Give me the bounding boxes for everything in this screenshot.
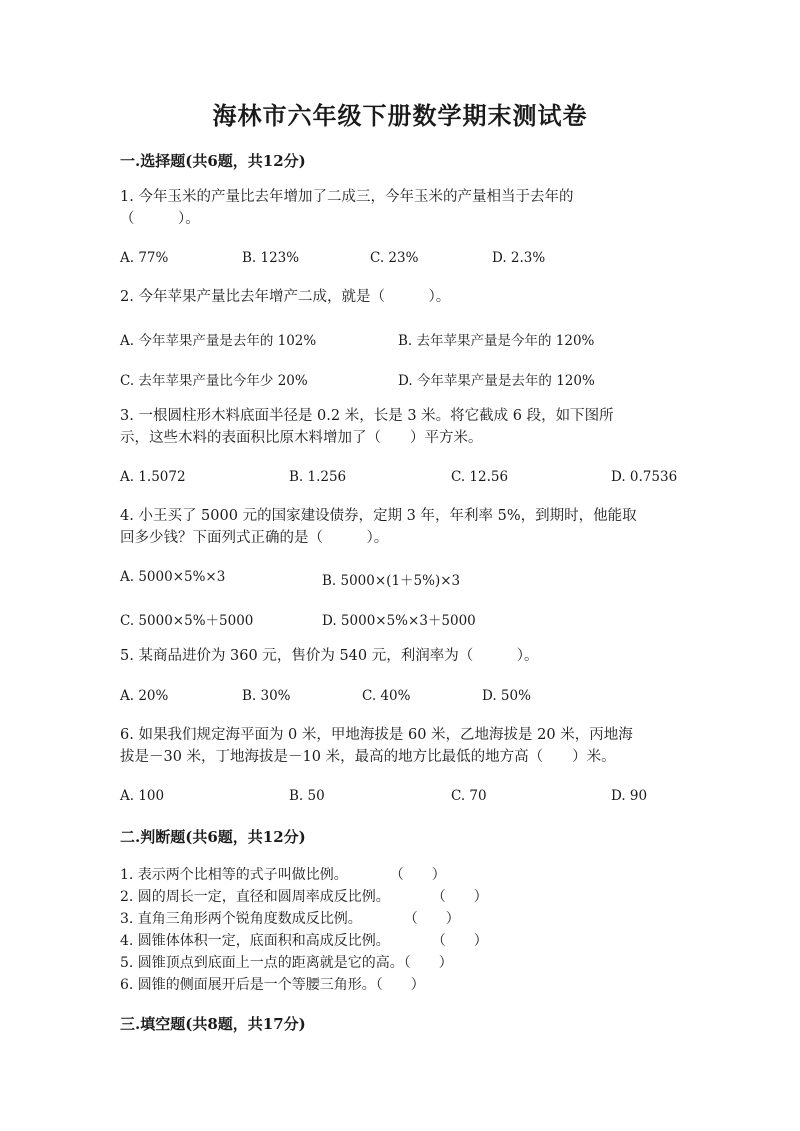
page-title: 海林市六年级下册数学期末测试卷 bbox=[212, 101, 588, 130]
option-b: B. 1.256 bbox=[289, 469, 347, 485]
section-heading-fill: 三.填空题(共8题，共17分) bbox=[120, 1015, 306, 1033]
question-3 bbox=[120, 405, 690, 449]
option-b: B. 5000×(1＋5%)×3 bbox=[322, 573, 461, 589]
option-c: C. 40% bbox=[362, 688, 411, 704]
option-d: D. 5000×5%×3＋5000 bbox=[322, 613, 476, 629]
question-2 bbox=[120, 286, 690, 308]
judge-question-6: 6. 圆锥的侧面展开后是一个等腰三角形。（ ） bbox=[120, 977, 425, 993]
question-6 bbox=[120, 724, 690, 768]
judge-question-2: 2. 圆的周长一定，直径和圆周率成反比例。 （ ） bbox=[120, 889, 488, 905]
question-line: 回多少钱？下面列式正确的是（ ）。 bbox=[120, 530, 389, 546]
option-a: A. 100 bbox=[120, 788, 165, 804]
option-c: C. 12.56 bbox=[451, 469, 509, 485]
question-line: 拔是－30 米，丁地海拔是－10 米，最高的地方比最低的地方高（ ）米。 bbox=[120, 749, 616, 765]
option-a: A. 77% bbox=[120, 250, 169, 266]
option-b: B. 50 bbox=[289, 788, 325, 804]
option-a: A. 20% bbox=[120, 688, 169, 704]
question-5 bbox=[120, 645, 690, 667]
judge-question-1: 1. 表示两个比相等的式子叫做比例。 （ ） bbox=[120, 867, 446, 883]
option-c: C. 23% bbox=[370, 250, 419, 266]
option-d: D. 90 bbox=[611, 788, 648, 804]
option-b: B. 30% bbox=[242, 688, 291, 704]
judge-question-3: 3. 直角三角形两个锐角度数成反比例。 （ ） bbox=[120, 911, 460, 927]
question-line: 1. 今年玉米的产量比去年增加了二成三，今年玉米的产量相当于去年的 bbox=[120, 189, 574, 205]
option-c: C. 去年苹果产量比今年少 20% bbox=[120, 373, 308, 389]
judge-question-5: 5. 圆锥顶点到底面上一点的距离就是它的高。（ ） bbox=[120, 955, 453, 971]
option-d: D. 50% bbox=[482, 688, 531, 704]
option-c: C. 5000×5%＋5000 bbox=[120, 613, 254, 629]
option-d: D. 0.7536 bbox=[611, 469, 678, 485]
question-line: 4. 小王买了 5000 元的国家建设债券，定期 3 年，年利率 5%，到期时，他能取 bbox=[120, 508, 637, 524]
option-b: B. 去年苹果产量是今年的 120% bbox=[398, 333, 595, 349]
question-line: 6. 如果我们规定海平面为 0 米，甲地海拔是 60 米，乙地海拔是 20 米，丙地海 bbox=[120, 727, 633, 743]
judge-question-4: 4. 圆锥体体积一定，底面积和高成反比例。 （ ） bbox=[120, 933, 488, 949]
option-a: A. 5000×5%×3 bbox=[120, 569, 226, 585]
option-d: D. 今年苹果产量是去年的 120% bbox=[398, 373, 595, 389]
question-line: 3. 一根圆柱形木料底面半径是 0.2 米，长是 3 米。将它截成 6 段，如下图所 bbox=[120, 408, 614, 424]
option-a: A. 1.5072 bbox=[120, 469, 186, 485]
option-b: B. 123% bbox=[242, 250, 300, 266]
option-a: A. 今年苹果产量是去年的 102% bbox=[120, 333, 317, 349]
section-heading-judge: 二.判断题(共6题，共12分) bbox=[120, 828, 306, 846]
option-c: C. 70 bbox=[451, 788, 487, 804]
question-1 bbox=[120, 186, 690, 230]
question-4 bbox=[120, 505, 690, 549]
question-line: 2. 今年苹果产量比去年增产二成，就是（ ）。 bbox=[120, 289, 451, 305]
section-heading-choice: 一.选择题(共6题，共12分) bbox=[120, 152, 306, 170]
question-line: 示，这些木料的表面积比原木料增加了（ ）平方米。 bbox=[120, 430, 483, 446]
question-line: （ ）。 bbox=[120, 211, 200, 227]
question-line: 5. 某商品进价为 360 元，售价为 540 元，利润率为（ ）。 bbox=[120, 648, 539, 664]
option-d: D. 2.3% bbox=[492, 250, 546, 266]
